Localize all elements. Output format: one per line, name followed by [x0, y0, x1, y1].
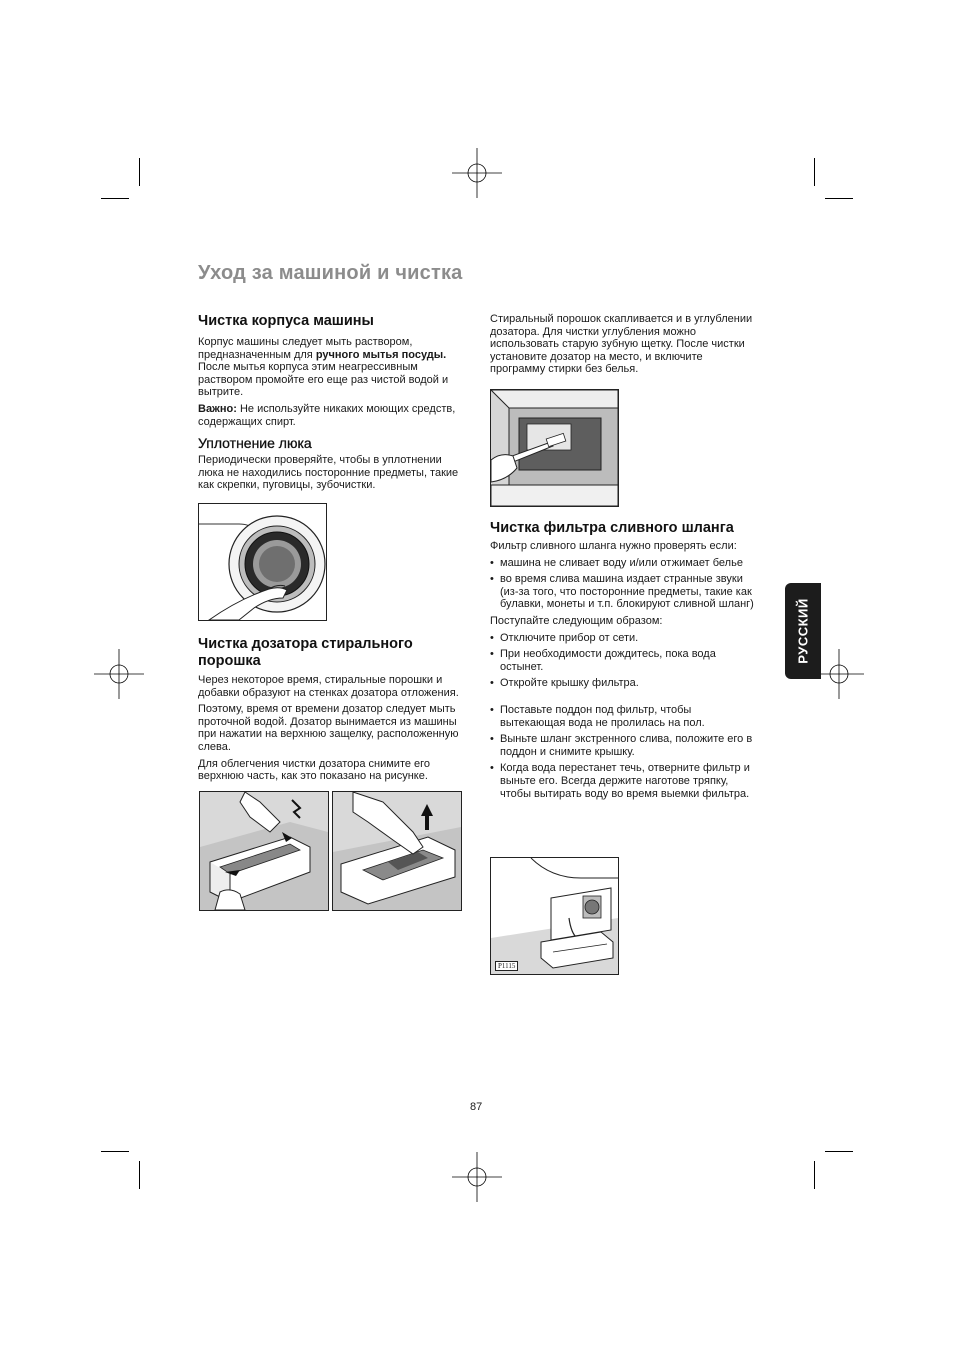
list-item: • Поставьте поддон под фильтр, чтобы вытекающая вода не пролилась на пол. [490, 704, 756, 729]
heading-door-seal: Уплотнение люка [198, 435, 312, 452]
list-item: • При необходимости дождитесь, пока вода остынет. [490, 648, 756, 673]
door-seal-illustration [198, 503, 327, 621]
crop-mark [814, 158, 815, 186]
registration-mark-right [814, 649, 864, 699]
language-tab-label: РУССКИЙ [795, 598, 811, 664]
dispenser-text-2: Поэтому, время от времени дозатор следует мыть проточной водой. Дозатор вынимается из машины при нажатии на верхнюю защелку, расположенную слева. [198, 703, 459, 753]
list-item: • Отключите прибор от сети. [490, 632, 756, 645]
filter-steps-list-b [490, 704, 756, 800]
body-cleaning-text: Корпус машины следует мыть раствором, предназначенным для ручного мытья посуды. После мытья корпуса этим неагрессивным раствором промойте его еще раз чистой водой и вытрите. [198, 336, 449, 399]
heading-filter: Чистка фильтра сливного шланга [490, 520, 734, 536]
registration-mark-left [94, 649, 144, 699]
right-column-intro [490, 313, 756, 380]
page-title: Уход за машиной и чистка [198, 262, 463, 284]
list-item: • Когда вода перестанет течь, отверните фильтр и выньте его. Всегда держите наготове тряпку, чтобы вытирать воду во время выемки фильтра. [490, 762, 756, 800]
filter-proceed: Поступайте следующим образом: [490, 614, 663, 627]
filter-steps-list-a [490, 632, 756, 690]
dispenser-removal-illustration [199, 791, 329, 911]
right-column-filter [490, 520, 756, 804]
heading-dispenser: Чистка дозатора стирального порошка [198, 636, 413, 669]
dispenser-recess-cleaning-illustration [490, 389, 619, 507]
heading-body-cleaning: Чистка корпуса машины [198, 313, 374, 329]
list-item: • Откройте крышку фильтра. [490, 677, 756, 690]
door-seal-text: Периодически проверяйте, чтобы в уплотнении люка не находились посторонние предметы, такие как скрепки, пуговицы, зубочистки. [198, 454, 459, 492]
dispenser-top-removal-illustration [332, 791, 462, 911]
list-item: • машина не сливает воду и/или отжимает белье [490, 557, 756, 570]
list-item: • во время слива машина издает странные звуки (из-за того, что посторонние предметы, такие как булавки, монеты и т.п. блокируют сливной шланг) [490, 573, 756, 611]
crop-mark [825, 198, 853, 199]
crop-mark [139, 158, 140, 186]
left-column-bottom [198, 636, 466, 787]
toothbrush-cleaning-text: Стиральный порошок скапливается и в углублении дозатора. Для чистки углубления можно использовать старую зубную щетку. После чистки установите дозатор на место, и включите программу стирки без белья. [490, 313, 753, 376]
language-tab [785, 583, 821, 679]
figure-code: P1115 [495, 961, 518, 971]
list-item: • Выньте шланг экстренного слива, положите его в поддон и снимите крышку. [490, 733, 756, 758]
registration-mark-bottom [452, 1152, 502, 1202]
crop-mark [825, 1151, 853, 1152]
dispenser-text-3: Для облегчения чистки дозатора снимите его верхнюю часть, как это показано на рисунке. [198, 757, 431, 783]
body-cleaning-warning: Важно: Не используйте никаких моющих средств, содержащих спирт. [198, 402, 456, 428]
registration-mark-top [452, 148, 502, 198]
crop-mark [101, 1151, 129, 1152]
filter-conditions-list [490, 557, 756, 611]
crop-mark [814, 1161, 815, 1189]
crop-mark [139, 1161, 140, 1189]
dispenser-text-1: Через некоторое время, стиральные порошки и добавки образуют на стенках дозатора отложения. [198, 674, 459, 699]
page-number: 87 [470, 1101, 483, 1113]
filter-lead: Фильтр сливного шланга нужно проверять если: [490, 540, 737, 552]
left-column-top [198, 313, 466, 496]
crop-mark [101, 198, 129, 199]
filter-drain-illustration [490, 857, 619, 975]
